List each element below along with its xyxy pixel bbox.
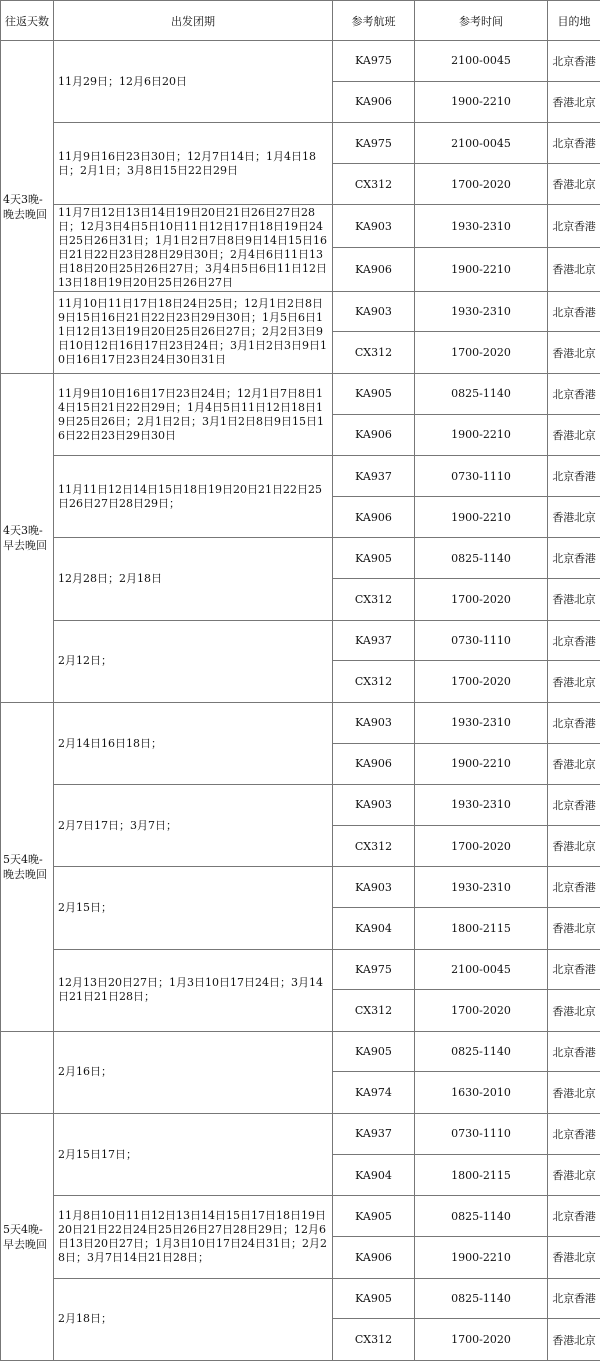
flight-time: 1700-2020 [415,579,548,621]
flight-time: 1930-2310 [415,205,548,248]
destination: 北京香港 [548,538,600,579]
destination: 北京香港 [548,1196,600,1237]
destination: 香港北京 [548,248,600,292]
flight-time: 1700-2020 [415,990,548,1032]
flight-time: 1700-2020 [415,661,548,703]
destination: 香港北京 [548,332,600,374]
flight-number: KA903 [333,291,415,332]
destination: 香港北京 [548,661,600,703]
flight-number: KA975 [333,949,415,990]
destination: 北京香港 [548,205,600,248]
departure-dates: 2月15日； [54,867,333,949]
flight-number: KA903 [333,205,415,248]
flight-time: 0730-1110 [415,1114,548,1155]
destination: 北京香港 [548,949,600,990]
flight-time: 0825-1140 [415,1196,548,1237]
table-row [1,1278,600,1319]
destination: 香港北京 [548,1319,600,1361]
flight-number: KA905 [333,538,415,579]
destination: 北京香港 [548,702,600,743]
flight-time: 1800-2115 [415,1154,548,1196]
flight-time: 1900-2210 [415,414,548,456]
departure-dates: 11月8日10日11日12日13日14日15日17日18日19日20日21日22日24日25日26日27日28日29日；12月6日13日20日27日；1月3日10日17日24日31日；2月28日；3月7日14日21日28日； [54,1196,333,1278]
header-dest: 目的地 [548,1,600,41]
group-label: 5天4晚-早去晚回 [1,1114,54,1361]
flight-time: 0825-1140 [415,1031,548,1072]
flight-time: 1700-2020 [415,825,548,867]
departure-dates: 11月9日16日23日30日；12月7日14日；1月4日18日；2月1日；3月8日15日22日29日 [54,123,333,205]
flight-number: KA906 [333,496,415,538]
flight-number: KA906 [333,743,415,785]
departure-dates: 2月16日； [54,1031,333,1113]
destination: 香港北京 [548,1072,600,1114]
flight-time: 2100-0045 [415,41,548,82]
departure-dates: 11月9日10日16日17日23日24日；12月1日7日8日14日15日21日22日29日；1月4日5日11日12日18日19日25日26日；2月1日2日；3月1日2日8日9日15日16日22日23日29日30日 [54,374,333,456]
flight-number: KA937 [333,456,415,497]
table-row [1,1196,600,1237]
table-row [1,374,600,415]
destination: 北京香港 [548,41,600,82]
departure-dates: 12月13日20日27日；1月3日10日17日24日；3月14日21日21日28日； [54,949,333,1031]
flight-time: 0730-1110 [415,456,548,497]
flight-time: 1900-2210 [415,496,548,538]
destination: 香港北京 [548,825,600,867]
flight-number: KA904 [333,1154,415,1196]
flight-number: KA974 [333,1072,415,1114]
destination: 北京香港 [548,456,600,497]
flight-time: 0825-1140 [415,374,548,415]
destination: 北京香港 [548,123,600,164]
flight-number: KA903 [333,785,415,826]
header-flight: 参考航班 [333,1,415,41]
destination: 北京香港 [548,785,600,826]
flight-number: KA975 [333,41,415,82]
flight-number: CX312 [333,825,415,867]
flight-number: KA906 [333,248,415,292]
flight-time: 1630-2010 [415,1072,548,1114]
departure-dates: 11月10日11日17日18日24日25日；12月1日2日8日9日15日16日21日22日23日29日30日；1月5日6日11日12日13日19日20日25日26日27日；2月2日3日9日10日12日16日17日23日24日；3月1日2日3日9日10日16日17日23日24日30日31日 [54,291,333,373]
destination: 北京香港 [548,374,600,415]
destination: 北京香港 [548,1278,600,1319]
destination: 香港北京 [548,496,600,538]
flight-time: 2100-0045 [415,123,548,164]
departure-dates: 11月29日；12月6日20日 [54,41,333,123]
flight-time: 1930-2310 [415,785,548,826]
table-row [1,205,600,248]
flight-time: 1930-2310 [415,702,548,743]
group-label: 4天3晚-晚去晚回 [1,41,54,374]
table-row [1,1031,600,1072]
table-row [1,620,600,661]
flight-number: KA905 [333,1031,415,1072]
destination: 香港北京 [548,908,600,950]
destination: 香港北京 [548,990,600,1032]
destination: 北京香港 [548,620,600,661]
table-row [1,702,600,743]
flight-number: CX312 [333,661,415,703]
flight-number: CX312 [333,990,415,1032]
departure-dates: 12月28日；2月18日 [54,538,333,620]
flight-time: 1700-2020 [415,1319,548,1361]
flight-number: CX312 [333,1319,415,1361]
flight-time: 1900-2210 [415,81,548,123]
header-time: 参考时间 [415,1,548,41]
flight-number: KA937 [333,1114,415,1155]
destination: 北京香港 [548,1114,600,1155]
flight-number: CX312 [333,163,415,205]
table-row [1,123,600,164]
destination: 香港北京 [548,579,600,621]
flight-number: KA903 [333,702,415,743]
flight-time: 0825-1140 [415,538,548,579]
group-label: 4天3晚-早去晚回 [1,374,54,703]
flight-number: KA903 [333,867,415,908]
destination: 北京香港 [548,1031,600,1072]
destination: 香港北京 [548,743,600,785]
schedule-body [1,41,600,1361]
departure-dates: 2月15日17日； [54,1114,333,1196]
departure-dates: 11月7日12日13日14日19日20日21日26日27日28日；12月3日4日5日10日11日12日17日18日19日24日25日26日31日；1月1日2日7日8日9日14日15日16日21日22日23日28日29日30日；2月4日6日11日13日18日20日25日26日27日；3月4日5日6日11日12日13日18日19日20日25日26日27日 [54,205,333,291]
group-label [1,1031,54,1113]
destination: 北京香港 [548,867,600,908]
group-label: 5天4晚-晚去晚回 [1,702,54,1031]
flight-number: KA906 [333,414,415,456]
flight-number: KA937 [333,620,415,661]
flight-number: CX312 [333,579,415,621]
flight-time: 1900-2210 [415,248,548,292]
flight-number: KA975 [333,123,415,164]
departure-dates: 2月12日； [54,620,333,702]
destination: 香港北京 [548,1236,600,1278]
flight-time: 1800-2115 [415,908,548,950]
flight-number: KA905 [333,1196,415,1237]
destination: 香港北京 [548,1154,600,1196]
flight-time: 1930-2310 [415,867,548,908]
table-row [1,538,600,579]
flight-number: KA906 [333,1236,415,1278]
flight-number: KA905 [333,374,415,415]
flight-time: 0825-1140 [415,1278,548,1319]
header-row [1,1,600,41]
destination: 香港北京 [548,81,600,123]
table-row [1,867,600,908]
departure-dates: 2月18日； [54,1278,333,1360]
table-row [1,1114,600,1155]
flight-time: 0730-1110 [415,620,548,661]
flight-time: 1930-2310 [415,291,548,332]
header-days: 往返天数 [1,1,54,41]
flight-number: KA904 [333,908,415,950]
destination: 香港北京 [548,163,600,205]
table-row [1,949,600,990]
flight-time: 1900-2210 [415,743,548,785]
table-row [1,41,600,82]
flight-number: KA905 [333,1278,415,1319]
header-dates: 出发团期 [54,1,333,41]
flight-time: 1900-2210 [415,1236,548,1278]
table-row [1,785,600,826]
flight-number: CX312 [333,332,415,374]
destination: 北京香港 [548,291,600,332]
departure-dates: 2月14日16日18日； [54,702,333,784]
flight-number: KA906 [333,81,415,123]
flight-time: 1700-2020 [415,332,548,374]
table-row [1,456,600,497]
flight-time: 1700-2020 [415,163,548,205]
departure-dates: 11月11日12日14日15日18日19日20日21日22日25日26日27日28日29日； [54,456,333,538]
destination: 香港北京 [548,414,600,456]
table-row [1,291,600,332]
departure-dates: 2月7日17日；3月7日； [54,785,333,867]
flight-time: 2100-0045 [415,949,548,990]
